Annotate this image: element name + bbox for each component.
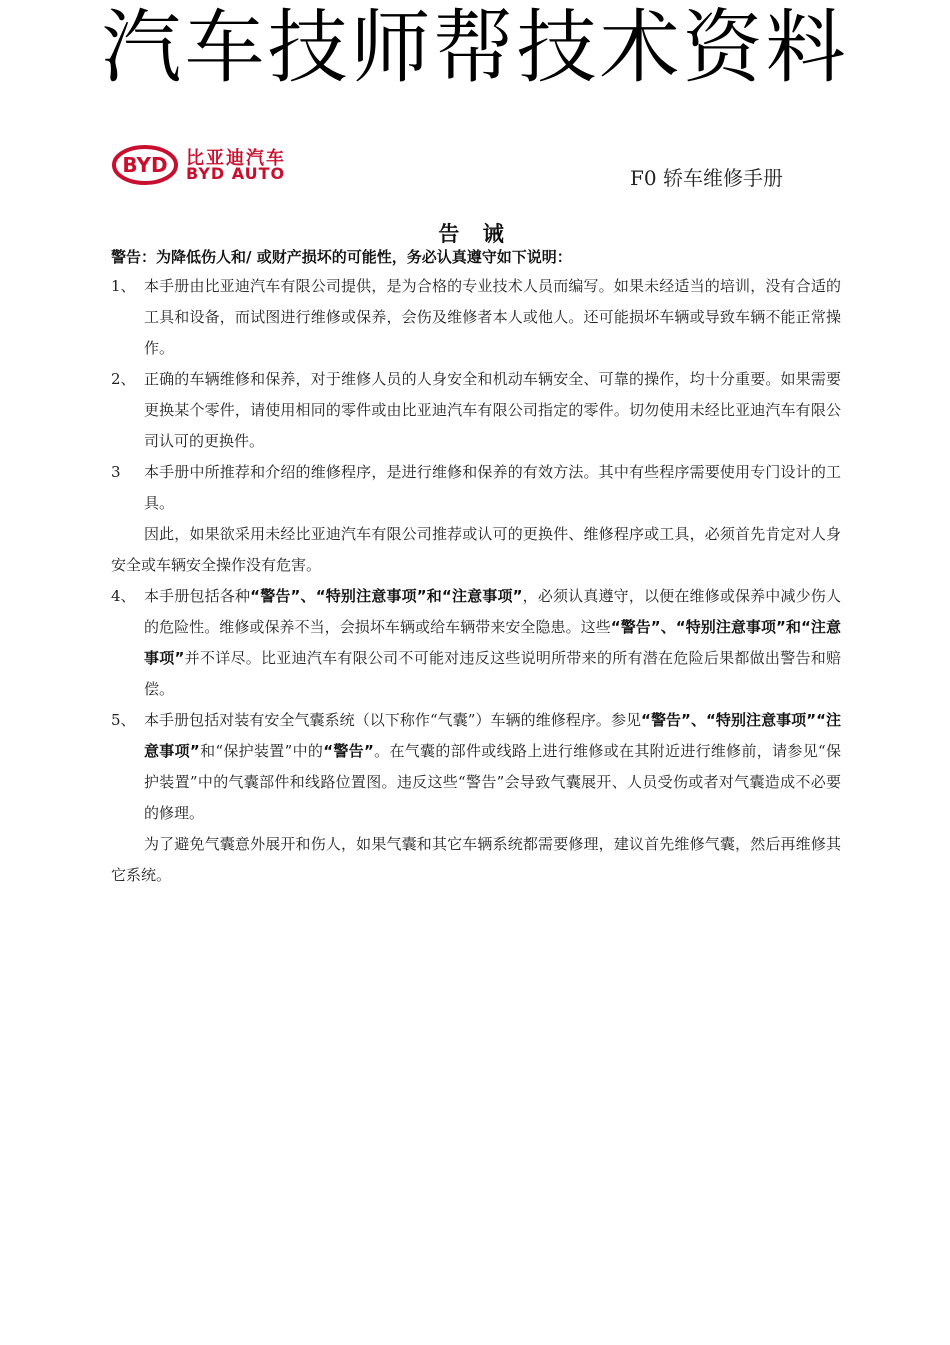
item-text-segment: ，必须认真遵守，以便在维修或保养中减少伤人的危险性。维修或保养不当，会损坏车辆或给车辆带来安全隐患。这些 (144, 587, 841, 636)
item-text-segment: 本手册中所推荐和介绍的维修程序，是进行维修和保养的有效方法。其中有些程序需要使用专门设计的工具。 (144, 463, 841, 512)
item-list-1 (111, 271, 841, 519)
manual-title: F0 轿车维修手册 (630, 166, 783, 190)
list-item-number: 4、 (111, 587, 136, 605)
list-item (111, 271, 841, 364)
watermark-banner: 汽车技师帮技术资料 (101, 1, 849, 94)
emphasis-text: “警告”、“特别注意事项”和“注意事项” (144, 618, 841, 667)
item-text-segment: 本手册由比亚迪汽车有限公司提供，是为合格的专业技术人员而编写。如果未经适当的培训，没有合适的工具和设备，而试图进行维修或保养，会伤及维修者本人或他人。还可能损坏车辆或导致车辆不能正常操作。 (144, 277, 841, 357)
warning-line: 警告：为降低伤人和/ 或财产损坏的可能性，务必认真遵守如下说明： (111, 248, 572, 266)
logo-cn-text: 比亚迪汽车 (186, 148, 286, 169)
paragraph-therefore: 因此，如果欲采用未经比亚迪汽车有限公司推荐或认可的更换件、维修程序或工具，必须首先肯定对人身安全或车辆安全操作没有危害。 (111, 525, 841, 574)
list-item-number: 2、 (111, 370, 136, 388)
list-item-text (144, 271, 841, 364)
list-item-number: 1、 (111, 277, 136, 295)
item-list-2 (111, 581, 841, 829)
emphasis-text: “警告”、“特别注意事项”和“注意事项” (250, 587, 523, 605)
list-item-number: 3 (111, 463, 121, 481)
item-text-segment: 并不详尽。比亚迪汽车有限公司不可能对违反这些说明所带来的所有潜在危险后果都做出警告和赔偿。 (144, 649, 841, 698)
notice-body (111, 271, 841, 891)
list-item-text (144, 705, 841, 829)
emphasis-text: “警告” (323, 742, 374, 760)
list-item (111, 457, 841, 519)
list-item (111, 581, 841, 705)
item-text-segment: 本手册包括各种 (144, 587, 251, 605)
byd-logo (111, 140, 301, 190)
item-text-segment: 和“保护装置”中的 (199, 742, 324, 760)
list-item-text (144, 457, 841, 519)
item-text-segment: 正确的车辆维修和保养，对于维修人员的人身安全和机动车辆安全、可靠的操作，均十分重要。如果需要更换某个零件，请使用相同的零件或由比亚迪汽车有限公司指定的零件。切勿使用未经比亚迪汽车有限公司认可的更换件。 (144, 370, 841, 450)
list-item-text (144, 581, 841, 705)
paragraph-airbag: 为了避免气囊意外展开和伤人，如果气囊和其它车辆系统都需要修理，建议首先维修气囊，然后再维修其它系统。 (111, 835, 841, 884)
list-item (111, 705, 841, 829)
byd-logo-mark-text: BYD (122, 153, 168, 177)
byd-logo-mark (111, 142, 179, 188)
list-item-number: 5、 (111, 711, 136, 729)
logo-en-text: BYD AUTO (186, 164, 286, 183)
page-heading: 告 诫 (438, 222, 512, 246)
list-item (111, 364, 841, 457)
item-text-segment: 本手册包括对装有安全气囊系统（以下称作“气囊”）车辆的维修程序。参见 (144, 711, 642, 729)
emphasis-text: “警告”、“特别注意事项”“注意事项” (144, 711, 841, 760)
item-text-segment: 。在气囊的部件或线路上进行维修或在其附近进行维修前，请参见“保护装置”中的气囊部件和线路位置图。违反这些“警告”会导致气囊展开、人员受伤或者对气囊造成不必要的修理。 (144, 742, 842, 822)
list-item-text (144, 364, 841, 457)
